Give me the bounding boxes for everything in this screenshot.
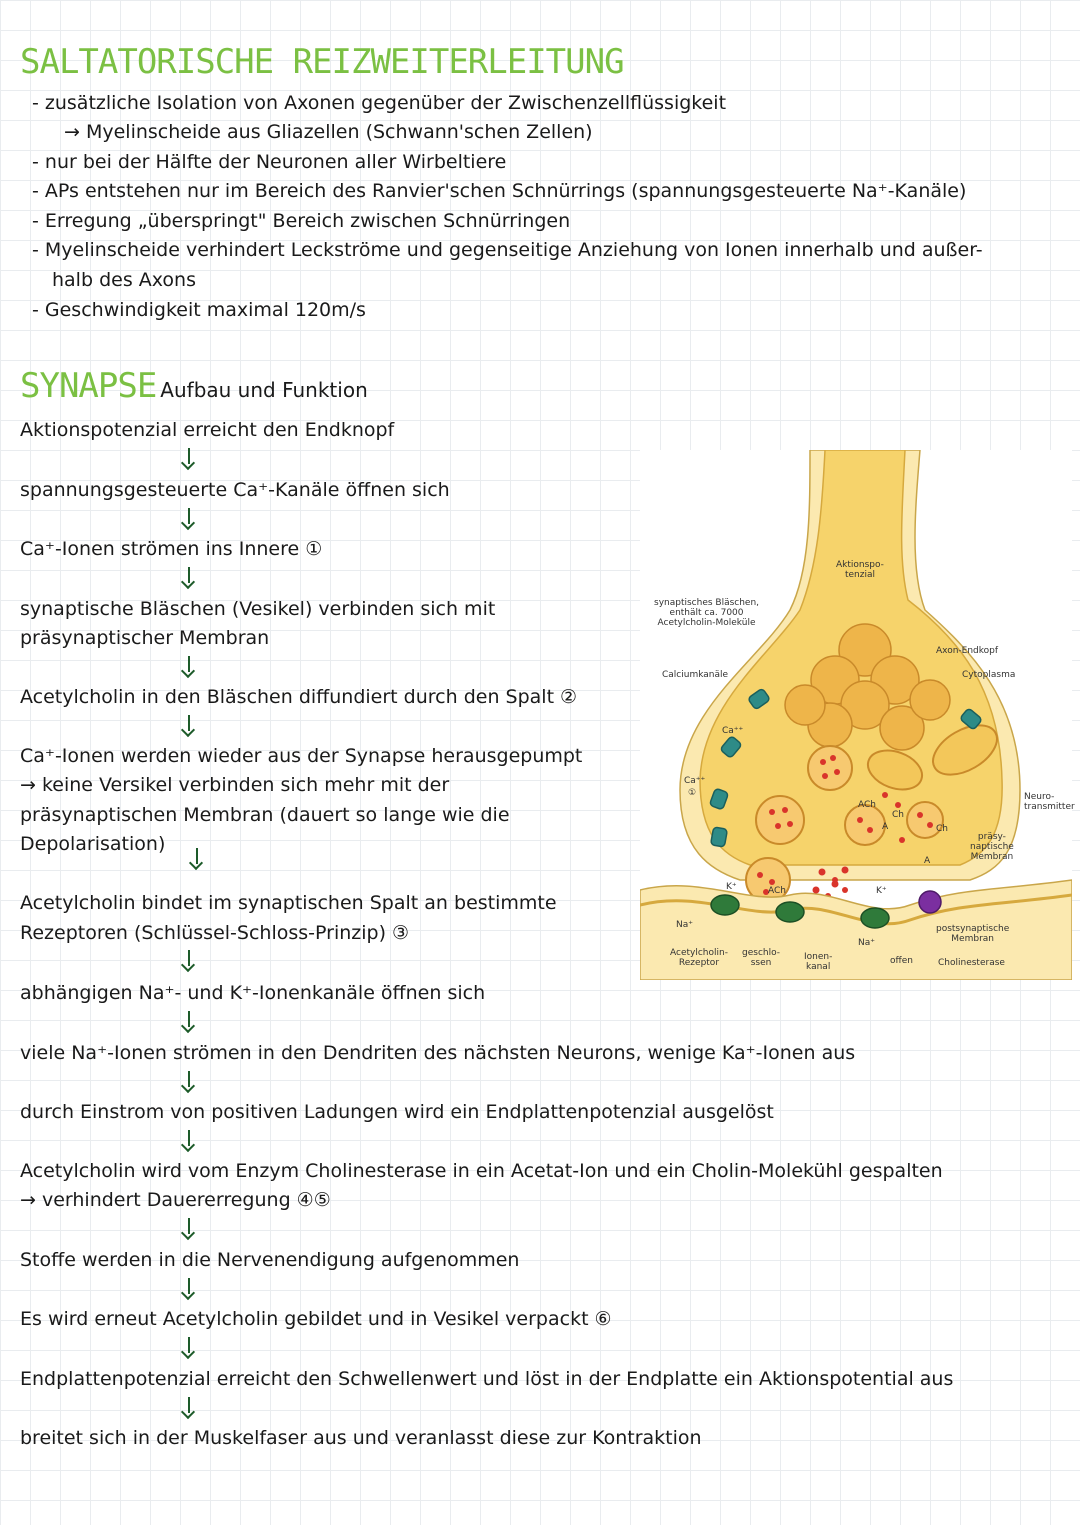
label-ca-number: ① — [688, 788, 697, 798]
arrow-down-icon — [182, 1337, 196, 1359]
label-postsynaptische-membran: postsynaptische Membran — [936, 924, 1010, 944]
label-cholinesterase: Cholinesterase — [938, 958, 1005, 968]
flow-step: präsynaptischen Membran (dauert so lange wie die — [20, 804, 510, 826]
arrow-down-icon — [182, 508, 196, 530]
flow-step: spannungsgesteuerte Ca⁺-Kanäle öffnen sich — [20, 479, 450, 501]
arrow-down-icon — [190, 848, 204, 880]
flow-step: Acetylcholin bindet im synaptischen Spalt an bestimmte — [20, 892, 557, 914]
label-k-ion: K⁺ — [726, 882, 737, 892]
label-aktionspotenzial: Aktionspo- tenzial — [836, 560, 884, 580]
text-line: halb des Axons — [52, 269, 196, 291]
arrow-down-icon — [182, 1071, 196, 1093]
label-cytoplasma: Cytoplasma — [962, 670, 1016, 680]
arrow-down-icon — [182, 1130, 196, 1152]
text-line: - Erregung „überspringt" Bereich zwischen Schnürringen — [32, 210, 571, 232]
label-neurotransmitter: Neuro- transmitter — [1024, 792, 1075, 812]
label-ach-2: ACh — [768, 886, 786, 896]
flow-step: Stoffe werden in die Nervenendigung aufgenommen — [20, 1249, 520, 1271]
arrow-down-icon — [182, 1011, 196, 1033]
text-line: - nur bei der Hälfte der Neuronen aller Wirbeltiere — [32, 151, 507, 173]
arrow-down-icon — [182, 1397, 196, 1419]
synapse-diagram — [640, 450, 1075, 980]
label-ch-2: Ch — [936, 824, 948, 834]
flow-step: Rezeptoren (Schlüssel-Schloss-Prinzip) ③ — [20, 922, 410, 944]
flow-step: Depolarisation) — [20, 833, 166, 855]
arrow-down-icon — [182, 950, 196, 972]
arrow-down-icon — [182, 567, 196, 589]
label-k-ion-2: K⁺ — [876, 886, 887, 896]
label-a: A — [882, 822, 889, 832]
text-line: → Myelinscheide aus Gliazellen (Schwann'schen Zellen) — [64, 121, 593, 143]
flow-step: Acetylcholin in den Bläschen diffundiert durch den Spalt ② — [20, 686, 578, 708]
flow-step: synaptische Bläschen (Vesikel) verbinden sich mit — [20, 598, 496, 620]
text-line: - Myelinscheide verhindert Leckströme und gegenseitige Anziehung von Ionen innerhalb und außer- — [32, 239, 983, 261]
label-offen: offen — [890, 956, 913, 966]
arrow-down-icon — [182, 1278, 196, 1300]
synapse-subtitle: Aufbau und Funktion — [160, 378, 368, 402]
label-na-ion: Na⁺ — [676, 920, 693, 930]
arrow-down-icon — [182, 1218, 196, 1240]
label-na-ion-2: Na⁺ — [858, 938, 875, 948]
flow-step: abhängigen Na⁺- und K⁺-Ionenkanäle öffnen sich — [20, 982, 486, 1004]
flow-step: viele Na⁺-Ionen strömen in den Dendriten des nächsten Neurons, wenige Ka⁺-Ionen aus — [20, 1042, 856, 1064]
arrow-down-icon — [182, 656, 196, 678]
label-blaeschen: synaptisches Bläschen, enthält ca. 7000 Acetylcholin-Moleküle — [654, 598, 760, 628]
flow-step: Ca⁺-Ionen werden wieder aus der Synapse herausgepumpt — [20, 745, 583, 767]
label-acetylcholin-rezeptor: Acetylcholin- Rezeptor — [670, 948, 728, 968]
flow-step: Es wird erneut Acetylcholin gebildet und in Vesikel verpackt ⑥ — [20, 1308, 612, 1330]
label-axon-endkopf: Axon-Endkopf — [936, 646, 999, 656]
flow-step: präsynaptischer Membran — [20, 627, 270, 649]
label-praesynaptische-membran: präsy- naptische Membran — [970, 832, 1014, 862]
label-geschlossen: geschlo- ssen — [742, 948, 781, 968]
label-a-2: A — [924, 856, 931, 866]
flow-step: → verhindert Dauererregung ④⑤ — [20, 1189, 331, 1211]
flow-step: Endplattenpotenzial erreicht den Schwellenwert und löst in der Endplatte ein Aktionspotential aus — [20, 1368, 954, 1390]
flow-step: → keine Versikel verbinden sich mehr mit der — [20, 774, 450, 796]
text-line: - zusätzliche Isolation von Axonen gegenüber der Zwischenzellflüssigkeit — [32, 92, 727, 114]
label-calciumkanaele: Calciumkanäle — [662, 670, 729, 680]
label-ca-ions-2: Ca⁺⁺ — [684, 776, 706, 786]
flow-step: Acetylcholin wird vom Enzym Cholinesterase in ein Acetat-Ion und ein Cholin-Molekühl gespalten — [20, 1160, 943, 1182]
label-ch: Ch — [892, 810, 904, 820]
synapse-title: SYNAPSE — [20, 366, 157, 406]
synapse-drawing — [640, 450, 1072, 980]
flow-step: breitet sich in der Muskelfaser aus und veranlasst diese zur Kontraktion — [20, 1427, 702, 1449]
arrow-down-icon — [182, 448, 196, 470]
label-ach: ACh — [858, 800, 876, 810]
section-title-synapse — [20, 366, 368, 406]
label-ca-ions: Ca⁺⁺ — [722, 726, 744, 736]
text-line: - APs entstehen nur im Bereich des Ranvier'schen Schnürrings (spannungsgesteuerte Na⁺-Kanäle) — [32, 180, 967, 202]
label-ionenkanal: Ionen- kanal — [804, 952, 833, 972]
arrow-down-icon — [182, 715, 196, 737]
flow-step: Aktionspotenzial erreicht den Endknopf — [20, 419, 395, 441]
flow-step: Ca⁺-Ionen strömen ins Innere ① — [20, 538, 323, 560]
section-title-saltatorisch: SALTATORISCHE REIZWEITERLEITUNG — [20, 42, 624, 82]
flow-step: durch Einstrom von positiven Ladungen wird ein Endplattenpotenzial ausgelöst — [20, 1101, 774, 1123]
text-line: - Geschwindigkeit maximal 120m/s — [32, 299, 366, 321]
